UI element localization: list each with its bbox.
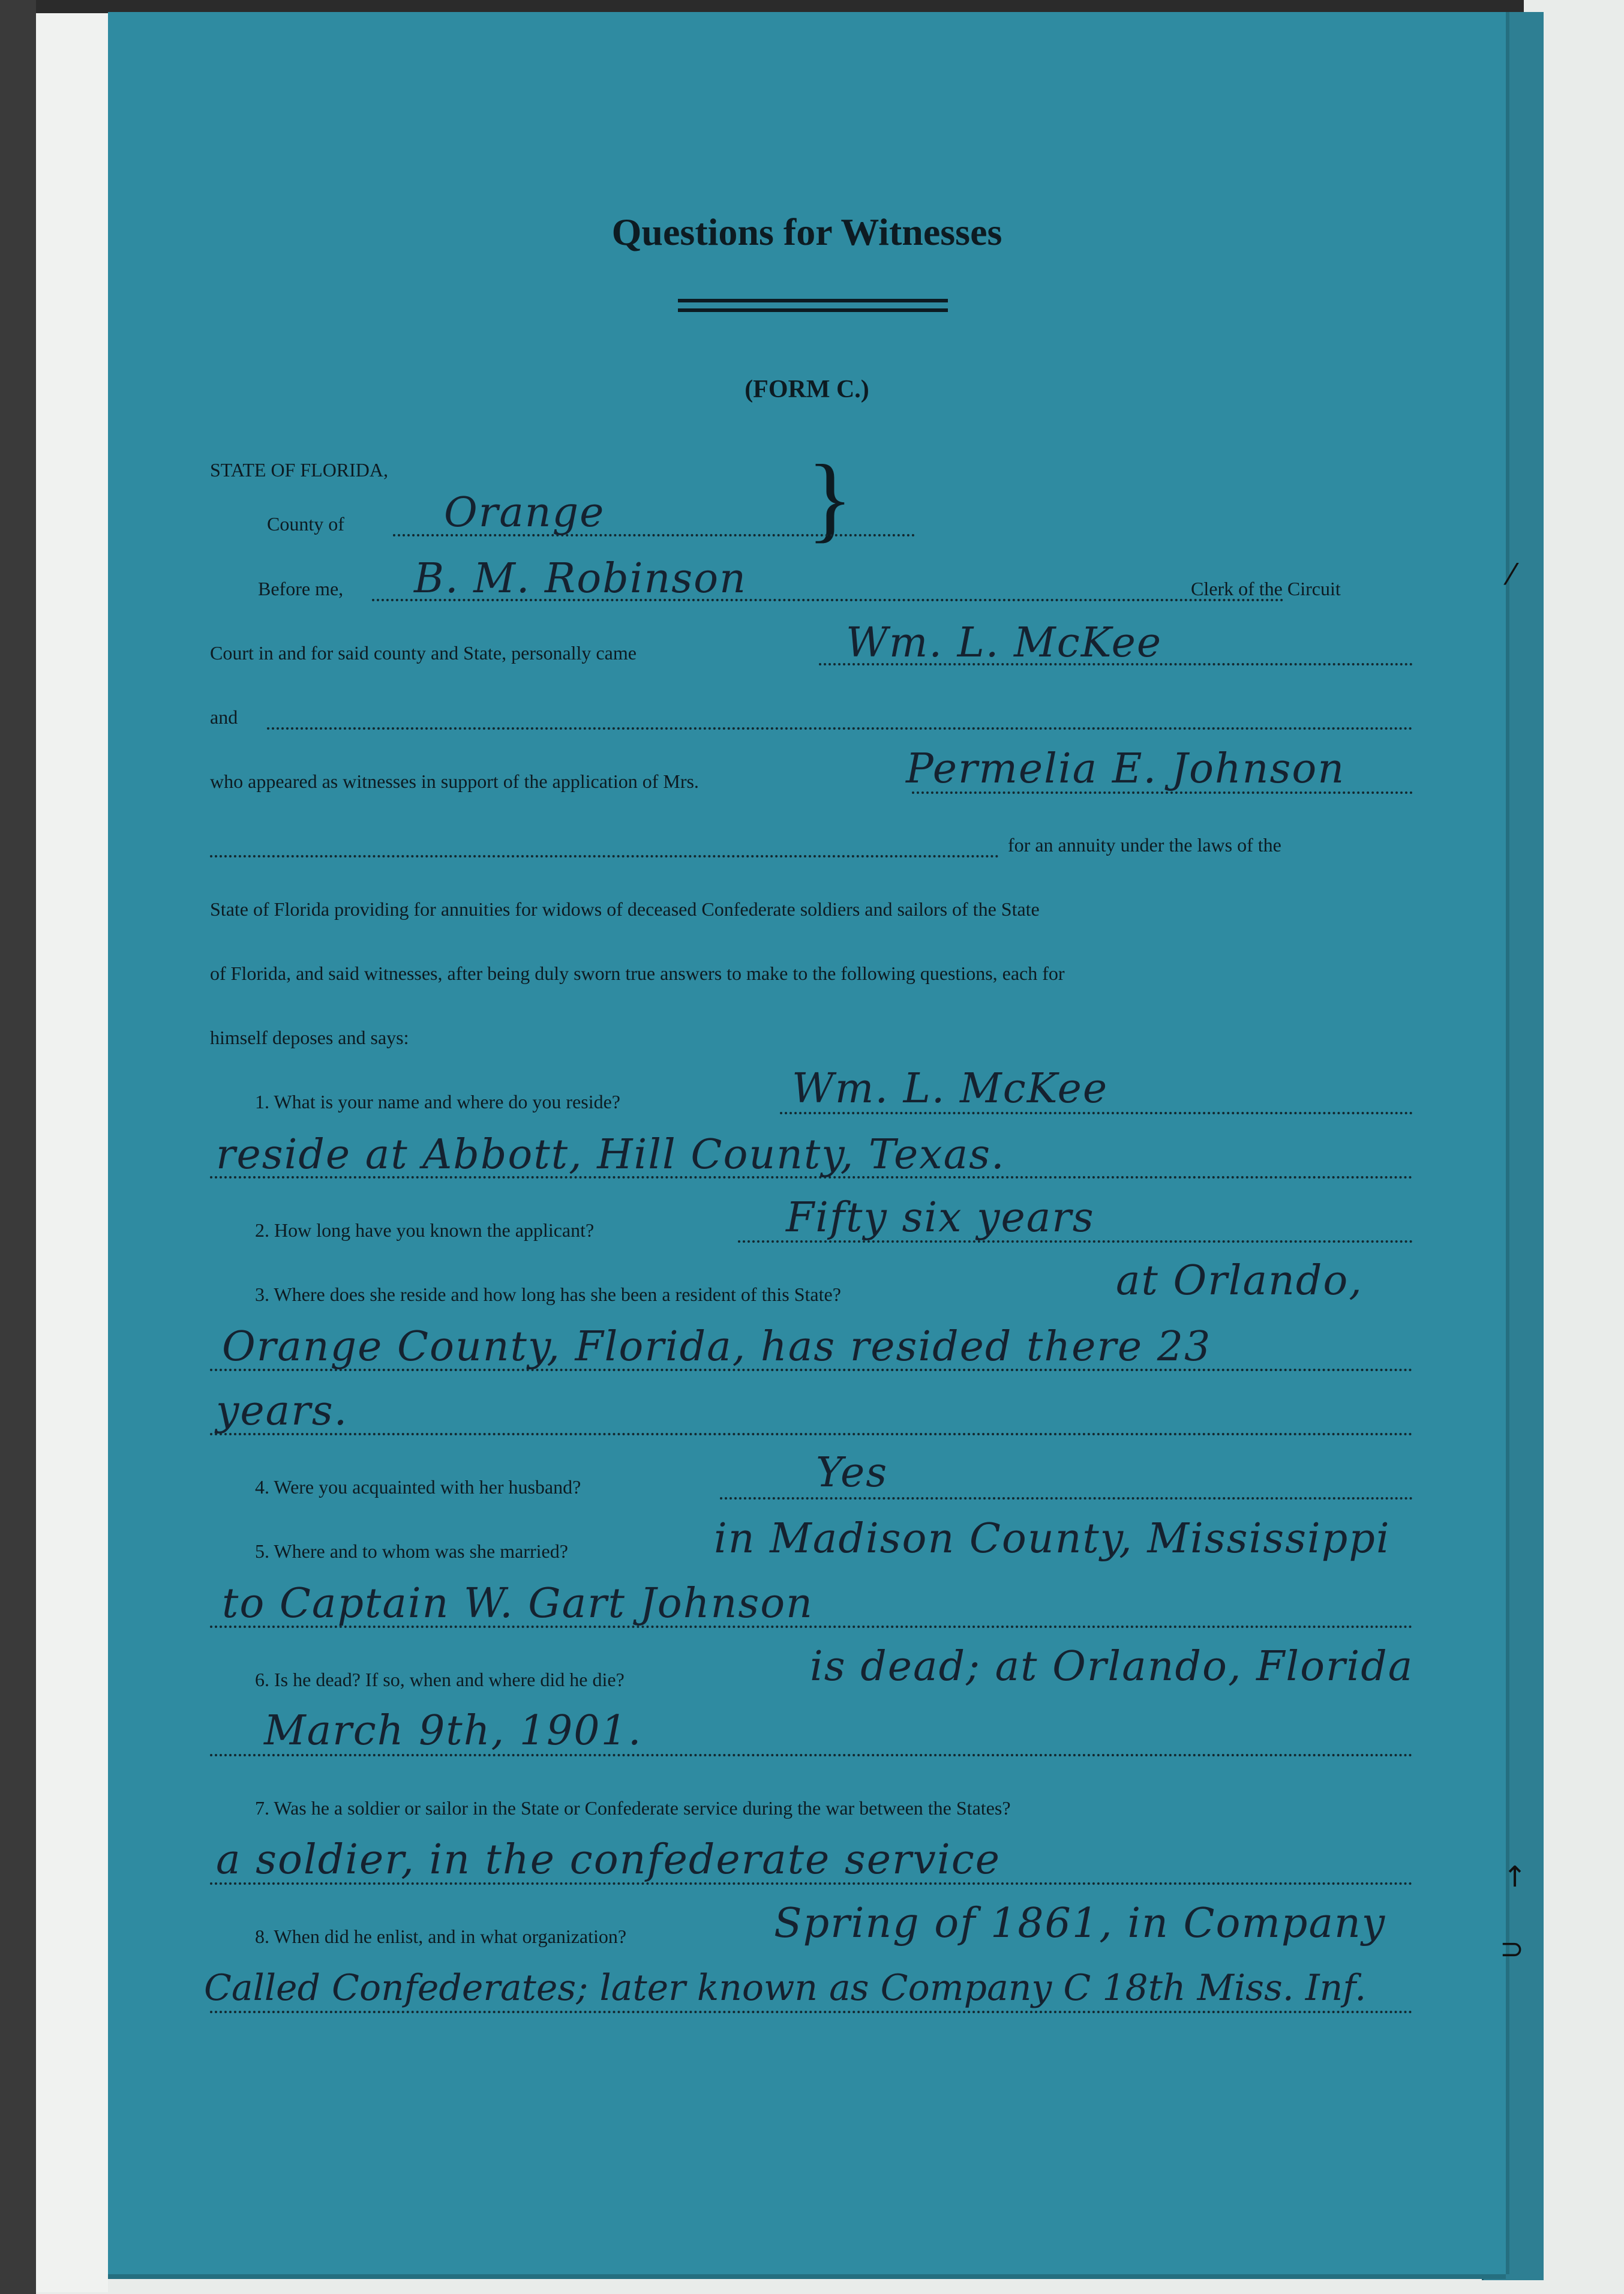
answer-5-line-2: to Captain W. Gart Johnson bbox=[222, 1580, 813, 1627]
and-dots bbox=[267, 727, 1413, 730]
clerk-name: B. M. Robinson bbox=[414, 555, 747, 602]
answer-1-line-2: reside at Abbott, Hill County, Texas. bbox=[216, 1131, 1005, 1179]
appeared-text: who appeared as witnesses in support of the application of Mrs. bbox=[210, 770, 699, 792]
answer-8-line-1: Spring of 1861, in Company bbox=[774, 1900, 1386, 1947]
county-label: County of bbox=[267, 513, 344, 535]
question-8: 8. When did he enlist, and in what organization? bbox=[255, 1926, 627, 1947]
form-page bbox=[108, 12, 1506, 2274]
answer-3-line-1: at Orlando, bbox=[1116, 1257, 1363, 1305]
form-title: Questions for Witnesses bbox=[611, 211, 1002, 253]
before-me-label: Before me, bbox=[258, 578, 344, 599]
answer-6-line-1: is dead; at Orlando, Florida bbox=[810, 1643, 1414, 1690]
answer-4: Yes bbox=[816, 1449, 888, 1497]
county-value: Orange bbox=[444, 489, 605, 536]
question-5: 5. Where and to whom was she married? bbox=[255, 1540, 568, 1562]
answer-7: a soldier, in the confederate service bbox=[216, 1836, 1001, 1884]
question-3: 3. Where does she reside and how long has she been a resident of this State? bbox=[255, 1284, 841, 1305]
applicant-name: Permelia E. Johnson bbox=[906, 745, 1346, 793]
scan-top-edge bbox=[36, 0, 1524, 13]
question-2: 2. How long have you known the applicant? bbox=[255, 1219, 595, 1241]
answer-2: Fifty six years bbox=[786, 1194, 1095, 1242]
form-label: (FORM C.) bbox=[745, 376, 869, 403]
state-label: STATE OF FLORIDA, bbox=[210, 459, 389, 481]
answer-3-line-2: Orange County, Florida, has resided there 23 bbox=[222, 1323, 1212, 1371]
court-text: Court in and for said county and State, personally came bbox=[210, 642, 637, 664]
answer-6-line-2: March 9th, 1901. bbox=[264, 1707, 643, 1755]
question-7: 7. Was he a soldier or sailor in the State or Confederate service during the war between the States? bbox=[255, 1797, 1011, 1819]
scan-margin bbox=[36, 12, 108, 2292]
county-brace: } bbox=[807, 445, 853, 551]
margin-mark: ⁄ bbox=[1509, 558, 1514, 592]
paragraph-line-1: State of Florida providing for annuities for widows of deceased Confederate soldiers and sailors of the State bbox=[210, 898, 1040, 920]
paragraph-line-3: himself deposes and says: bbox=[210, 1027, 409, 1048]
question-4: 4. Were you acquainted with her husband? bbox=[255, 1476, 581, 1498]
answer-3-dots-3 bbox=[210, 1433, 1413, 1435]
answer-4-dots bbox=[720, 1497, 1413, 1500]
clerk-title: Clerk of the Circuit bbox=[1191, 578, 1341, 599]
title-rule-bottom bbox=[678, 308, 948, 312]
answer-8-dots-2 bbox=[210, 2011, 1413, 2013]
answer-3-line-3: years. bbox=[216, 1387, 349, 1435]
annuity-dots bbox=[210, 855, 999, 857]
answer-5-line-1: in Madison County, Mississippi bbox=[714, 1515, 1391, 1563]
witness-name: Wm. L. McKee bbox=[846, 619, 1163, 667]
title-rule-top bbox=[678, 299, 948, 302]
question-1: 1. What is your name and where do you reside? bbox=[255, 1091, 620, 1112]
scan-left-edge bbox=[0, 0, 36, 2294]
question-6: 6. Is he dead? If so, when and where did he die? bbox=[255, 1669, 625, 1690]
paragraph-line-2: of Florida, and said witnesses, after being duly sworn true answers to make to the following questions, each for bbox=[210, 962, 1065, 984]
answer-8-line-2: Called Confederates; later known as Company C 18th Miss. Inf. bbox=[204, 1967, 1367, 2009]
answer-1-line-1: Wm. L. McKee bbox=[792, 1065, 1109, 1112]
margin-mark: ⊃ bbox=[1500, 1932, 1524, 1966]
margin-mark: ↑ bbox=[1503, 1860, 1527, 1894]
annuity-text: for an annuity under the laws of the bbox=[1008, 834, 1281, 856]
and-label: and bbox=[210, 706, 238, 728]
